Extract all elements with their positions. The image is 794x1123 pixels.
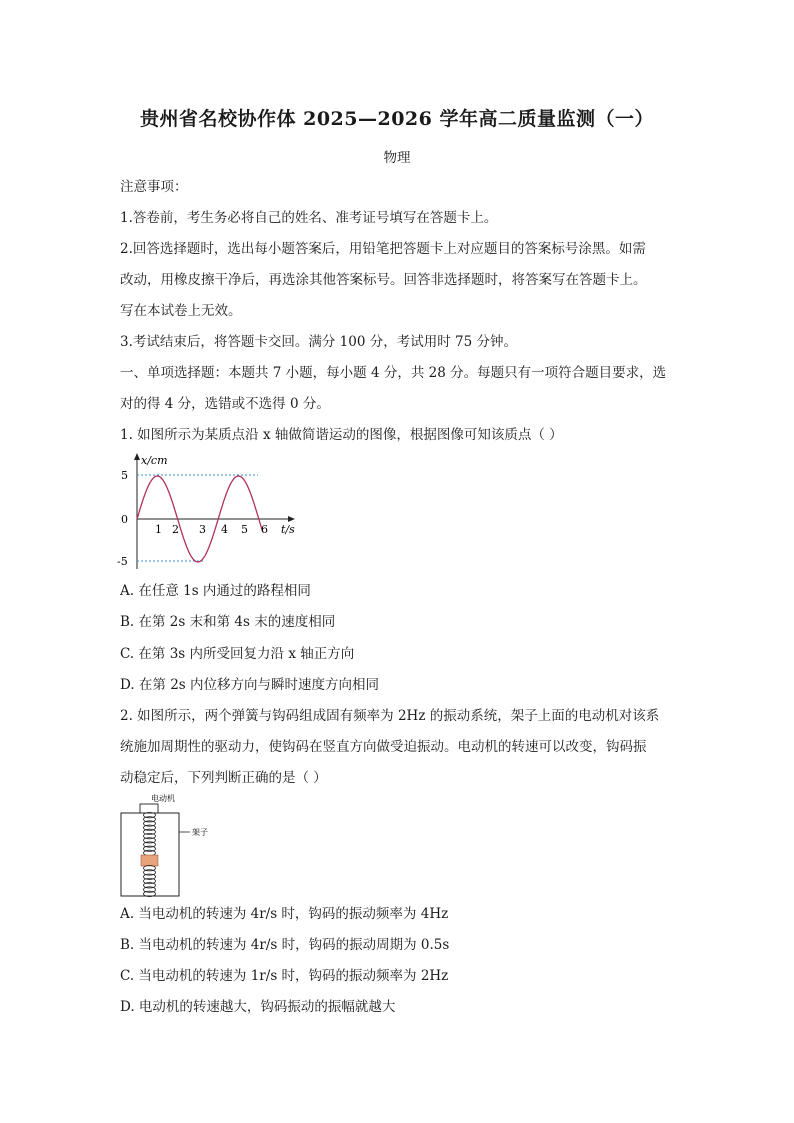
hook-weight-block <box>141 855 158 866</box>
question-2-stem-line-3: 动稳定后，下列判断正确的是（ ） <box>120 770 327 786</box>
question-1-option-c: C. 在第 3s 内所受回复力沿 x 轴正方向 <box>120 646 355 662</box>
notes-heading: 注意事项： <box>120 179 188 195</box>
y-tick-0: 0 <box>121 513 128 526</box>
y-tick-5: 5 <box>121 469 128 482</box>
notes-item-2-line-2: 改动，用橡皮擦干净后，再选涂其他答案标号。回答非选择题时，将答案写在答题卡上。 <box>120 272 647 288</box>
question-1-option-b: B. 在第 2s 末和第 4s 末的速度相同 <box>120 614 336 630</box>
question-2-option-c: C. 当电动机的转速为 1r/s 时，钩码的振动频率为 2Hz <box>120 968 449 984</box>
question-1-stem: 1. 如图所示为某质点沿 x 轴做简谐运动的图像，根据图像可知该质点（ ） <box>120 427 563 443</box>
question-2-option-a: A. 当电动机的转速为 4r/s 时，钩码的振动频率为 4Hz <box>120 906 449 922</box>
y-tick-minus-5: -5 <box>117 555 128 568</box>
upper-spring <box>144 812 156 855</box>
subject-label: 物理 <box>383 150 411 166</box>
notes-item-2-line-1: 2.回答选择题时，选出每小题答案后，用铅笔把答题卡上对应题目的答案标号涂黑。如需 <box>120 241 646 257</box>
y-axis-label: x/cm <box>141 454 168 467</box>
x-tick-4: 4 <box>221 523 228 536</box>
shm-graph-figure <box>115 451 310 571</box>
x-axis-label: t/s <box>281 523 295 536</box>
section-1-line-1: 一、单项选择题：本题共 7 小题，每小题 4 分，共 28 分。每题只有一项符合题目要求，选 <box>120 365 667 381</box>
notes-item-3: 3.考试结束后，将答题卡交回。满分 100 分，考试用时 75 分钟。 <box>120 334 517 350</box>
spring-oscillator-figure <box>118 791 228 899</box>
x-tick-1: 1 <box>155 523 162 536</box>
x-axis-arrow-icon <box>288 516 295 522</box>
y-axis-arrow-icon <box>134 453 140 460</box>
x-tick-2: 2 <box>172 523 179 536</box>
notes-item-1: 1.答卷前，考生务必将自己的姓名、准考证号填写在答题卡上。 <box>120 210 498 226</box>
x-tick-3: 3 <box>199 523 206 536</box>
motor-icon <box>140 804 158 813</box>
question-2-option-d: D. 电动机的转速越大，钩码振动的振幅就越大 <box>120 999 396 1015</box>
lower-spring <box>144 865 156 896</box>
question-2-option-b: B. 当电动机的转速为 4r/s 时，钩码的振动周期为 0.5s <box>120 937 450 953</box>
x-tick-6: 6 <box>261 523 268 536</box>
frame-label: 架子 <box>192 828 208 837</box>
x-tick-5: 5 <box>241 523 248 536</box>
section-1-line-2: 对的得 4 分，选错或不选得 0 分。 <box>120 396 330 412</box>
question-1-option-d: D. 在第 2s 内位移方向与瞬时速度方向相同 <box>120 677 380 693</box>
exam-title: 贵州省名校协作体 2025—2026 学年高二质量监测（一） <box>140 108 654 130</box>
question-2-stem-line-2: 统施加周期性的驱动力，使钩码在竖直方向做受迫振动。电动机的转速可以改变，钩码振 <box>120 739 647 755</box>
question-1-option-a: A. 在任意 1s 内通过的路程相同 <box>120 583 311 599</box>
motor-label: 电动机 <box>151 794 175 803</box>
question-2-stem-line-1: 2. 如图所示，两个弹簧与钩码组成固有频率为 2Hz 的振动系统，架子上面的电动机对该系 <box>120 708 660 724</box>
notes-item-2-line-3: 写在本试卷上无效。 <box>120 303 242 319</box>
